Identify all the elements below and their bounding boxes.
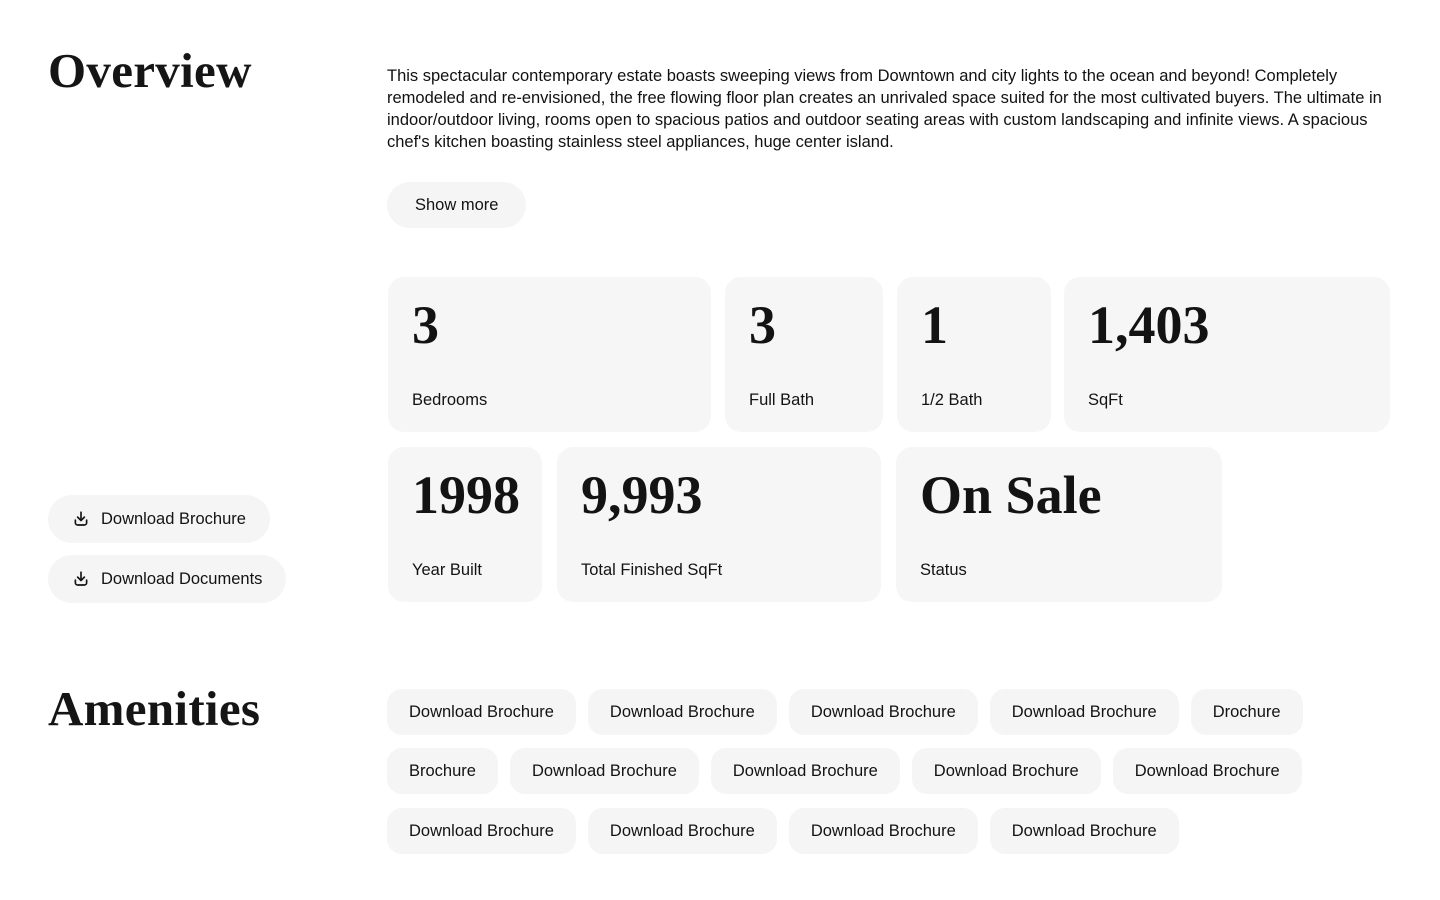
stat-label: Bedrooms [412, 391, 488, 409]
stat-label: Status [920, 561, 967, 579]
amenity-pill[interactable]: Download Brochure [387, 808, 576, 854]
stat-card-total-finished-sqft [557, 447, 881, 602]
stat-card-half-bath [897, 277, 1051, 432]
download-documents-button[interactable] [48, 555, 286, 603]
amenities-row-3 [387, 808, 1179, 854]
download-documents-label: Download Documents [101, 569, 263, 588]
amenities-row-1 [387, 689, 1303, 735]
stat-label: Total Finished SqFt [581, 561, 723, 579]
download-icon [72, 570, 90, 588]
stat-value: 1998 [412, 465, 520, 525]
amenity-pill[interactable]: Download Brochure [387, 689, 576, 735]
stat-label: Full Bath [749, 391, 815, 409]
amenity-pill[interactable]: Download Brochure [588, 808, 777, 854]
stat-value: 3 [749, 295, 776, 355]
overview-section-title: Overview [48, 43, 252, 98]
amenity-pill[interactable]: Brochure [387, 748, 498, 794]
stat-card-sqft [1064, 277, 1390, 432]
amenity-pill[interactable]: Download Brochure [711, 748, 900, 794]
stat-card-full-bath [725, 277, 883, 432]
amenity-pill[interactable]: Download Brochure [990, 689, 1179, 735]
stat-label: SqFt [1088, 391, 1123, 409]
stat-label: Year Built [412, 561, 483, 579]
stat-value: 3 [412, 295, 439, 355]
stat-card-bedrooms [388, 277, 711, 432]
stat-label: 1/2 Bath [921, 391, 983, 409]
amenity-pill[interactable]: Drochure [1191, 689, 1303, 735]
stat-value: 1 [921, 295, 948, 355]
stat-value: 9,993 [581, 465, 703, 525]
amenity-pill[interactable]: Download Brochure [789, 808, 978, 854]
stat-card-status [896, 447, 1222, 602]
amenity-pill[interactable]: Download Brochure [912, 748, 1101, 794]
stat-card-year-built [388, 447, 542, 602]
stat-value: On Sale [920, 465, 1102, 525]
amenity-pill[interactable]: Download Brochure [990, 808, 1179, 854]
amenities-row-2 [387, 748, 1302, 794]
amenity-pill[interactable]: Download Brochure [510, 748, 699, 794]
amenities-section-title: Amenities [48, 681, 261, 736]
amenity-pill[interactable]: Download Brochure [1113, 748, 1302, 794]
download-brochure-label: Download Brochure [101, 509, 246, 528]
stat-value: 1,403 [1088, 295, 1210, 355]
amenity-pill[interactable]: Download Brochure [789, 689, 978, 735]
download-brochure-button[interactable] [48, 495, 270, 543]
amenity-pill[interactable]: Download Brochure [588, 689, 777, 735]
show-more-button[interactable]: Show more [387, 182, 526, 228]
download-icon [72, 510, 90, 528]
property-description: This spectacular contemporary estate boasts sweeping views from Downtown and city lights to the ocean and beyond! Completely remodeled and re-envisioned, the free flowing floor plan creates an unrivaled space suited for the most cultivated buyers. The ultimate in indoor/outdoor living, rooms open to spacious patios and outdoor seating areas with custom landscaping and infinite views. A spacious chef's kitchen boasting stainless steel appliances, huge center island. [387, 66, 1382, 151]
